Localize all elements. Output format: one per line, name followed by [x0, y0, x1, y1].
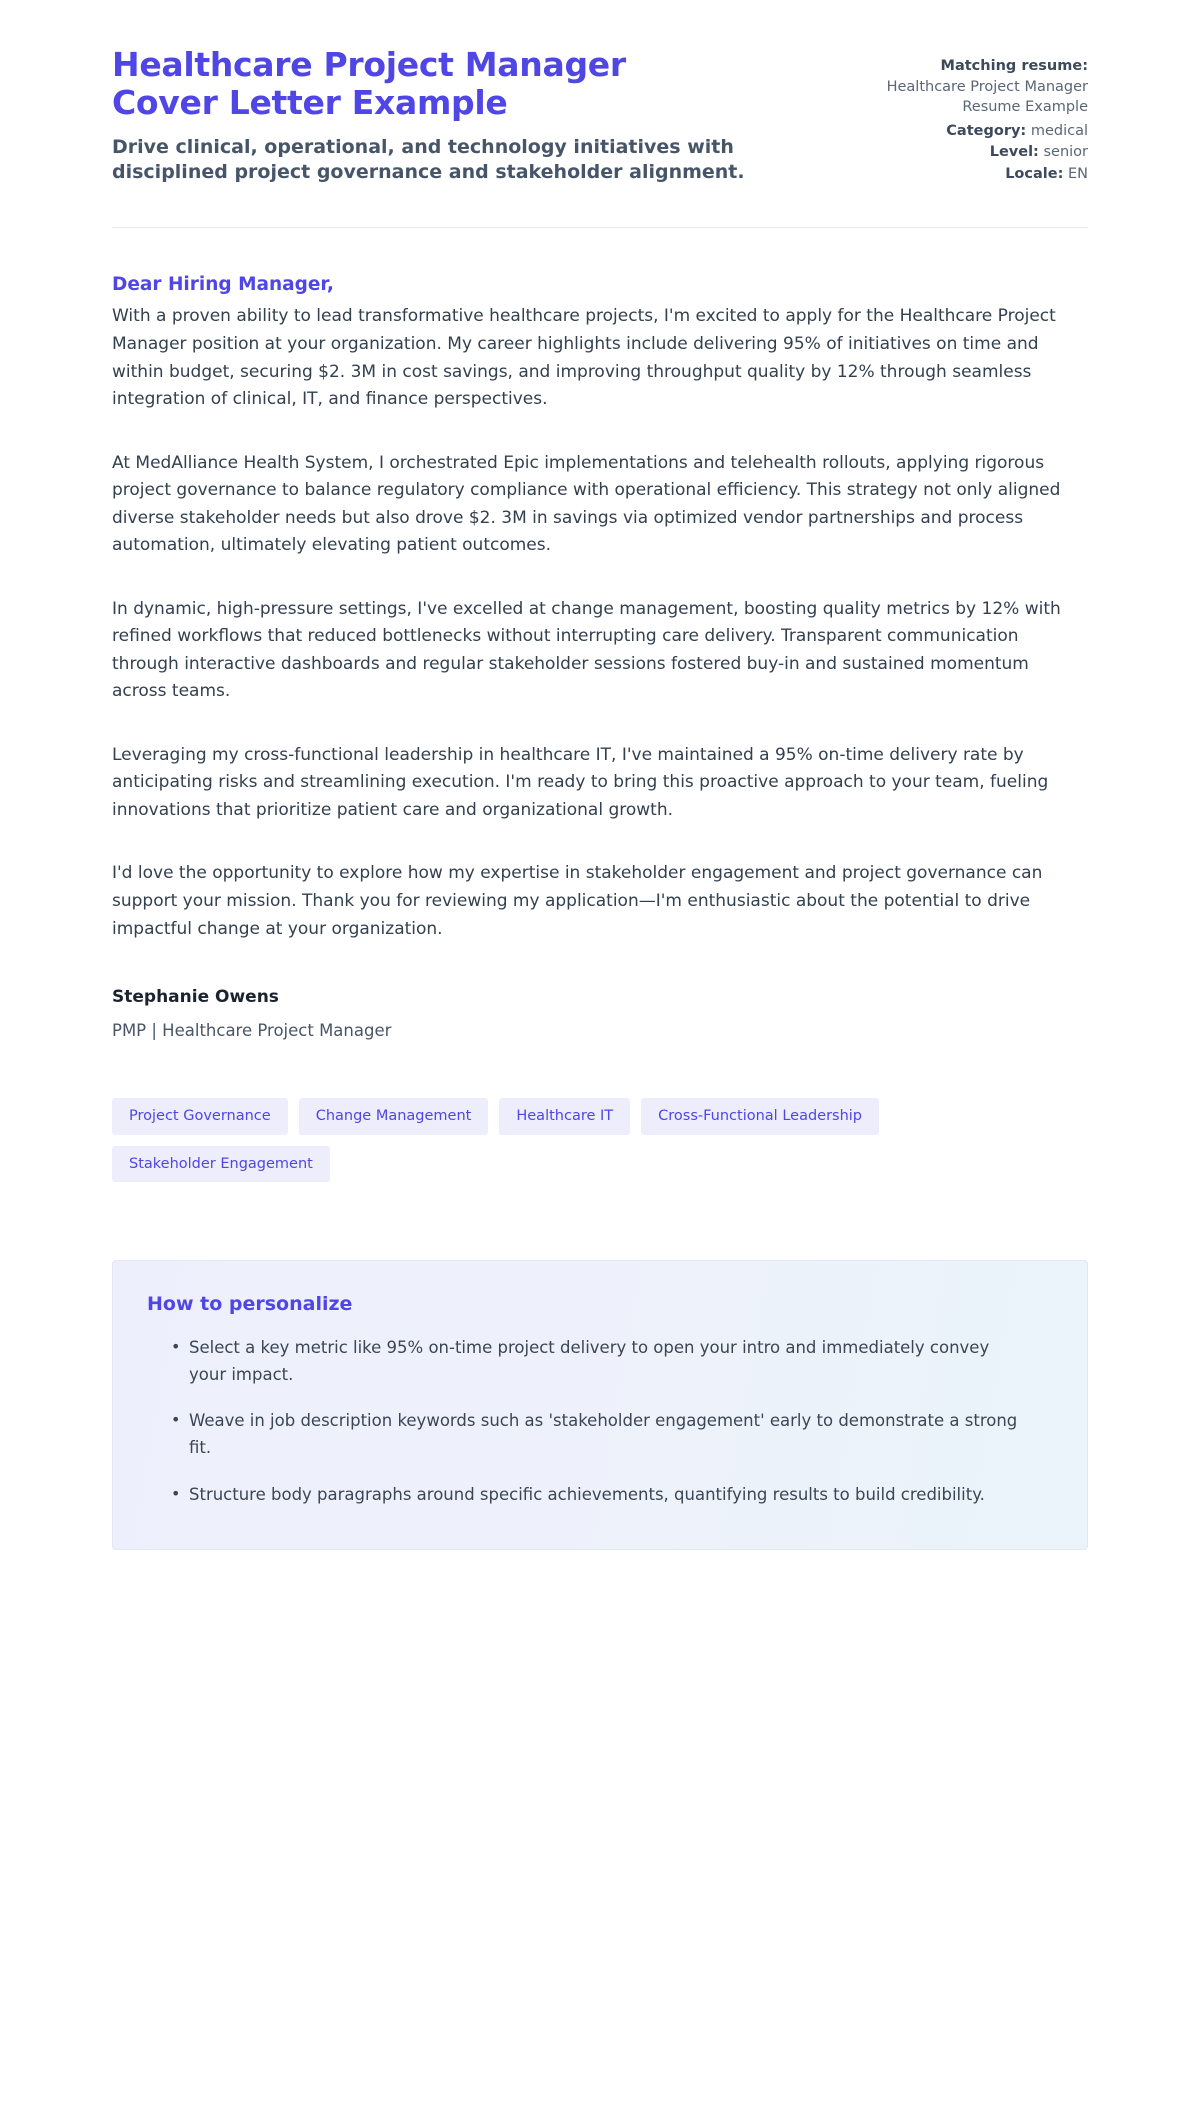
meta-matching-resume-value: Healthcare Project Manager Resume Example [886, 78, 1088, 116]
signature-role: PMP | Healthcare Project Manager [112, 1021, 392, 1041]
meta-category-value: medical [1030, 122, 1088, 139]
meta-matching-resume [838, 56, 1088, 118]
meta-level [838, 142, 1088, 163]
header-title-block [112, 46, 752, 185]
meta-category [838, 121, 1088, 142]
skill-tag[interactable]: Healthcare IT [499, 1098, 630, 1135]
document-meta-panel [838, 46, 1088, 185]
meta-category-label: Category: [946, 122, 1027, 139]
letter-body [112, 295, 1088, 943]
list-item: • Select a key metric like 95% on-time project delivery to open your intro and immediately convey your impact. [171, 1335, 1019, 1388]
meta-locale-label: Locale: [1005, 165, 1064, 182]
skill-tag-list [112, 1040, 1012, 1182]
skill-tag[interactable]: Project Governance [112, 1098, 288, 1135]
skill-tag[interactable]: Cross-Functional Leadership [641, 1098, 879, 1135]
letter-paragraph: Leveraging my cross-functional leadership in healthcare IT, I've maintained a 95% on-time delivery rate by anticipating risks and streamlining execution. I'm ready to bring this proactive approach to your team, fueling innovations that prioritize patient care and organizational growth. [112, 744, 1049, 820]
meta-locale [838, 164, 1088, 185]
meta-matching-resume-label: Matching resume: [940, 58, 1088, 74]
meta-level-value: senior [1043, 144, 1088, 161]
letter-paragraph: In dynamic, high-pressure settings, I've excelled at change management, boosting quality metrics by 12% with refined workflows that reduced bottlenecks without interrupting care delivery. Transparent communication through interactive dashboards and regular stakeholder sessions fostered buy-in and sustained momentum across teams. [112, 598, 1061, 702]
page-header [112, 46, 1088, 185]
meta-locale-value: EN [1067, 165, 1088, 182]
page-subtitle: Drive clinical, operational, and technology initiatives with disciplined project governance and stakeholder alignment. [112, 135, 745, 183]
letter-paragraph: I'd love the opportunity to explore how my expertise in stakeholder engagement and project governance can support your mission. Thank you for reviewing my application—I'm enthusiastic about the potential to drive impactful change at your organization. [112, 863, 1043, 939]
skill-tag[interactable]: Change Management [299, 1098, 489, 1135]
page-title: Healthcare Project Manager Cover Letter Example [112, 45, 626, 123]
list-item: • Weave in job description keywords such as 'stakeholder engagement' early to demonstrate a strong fit. [171, 1408, 1019, 1461]
skill-tag[interactable]: Stakeholder Engagement [112, 1146, 330, 1183]
letter-signature [112, 943, 1088, 1040]
letter-paragraph: With a proven ability to lead transformative healthcare projects, I'm excited to apply for the Healthcare Project Manager position at your organization. My career highlights include delivering 95% of initiatives on time and within budget, securing $2. 3M in cost savings, and improving throughput quality by 12% through seamless integration of clinical, IT, and finance perspectives. [112, 306, 1056, 410]
list-item: • Structure body paragraphs around specific achievements, quantifying results to build credibility. [171, 1482, 1019, 1509]
cover-letter-content [112, 228, 1088, 1040]
letter-paragraph: At MedAlliance Health System, I orchestrated Epic implementations and telehealth rollouts, applying rigorous project governance to balance regulatory compliance with operational efficiency. This strategy not only aligned diverse stakeholder needs but also drove $2. 3M in savings via optimized vendor partnerships and process automation, ultimately elevating patient outcomes. [112, 452, 1061, 556]
signature-name: Stephanie Owens [112, 987, 279, 1008]
how-to-personalize-list [147, 1335, 1053, 1509]
how-to-personalize-panel [112, 1260, 1088, 1550]
letter-salutation: Dear Hiring Manager, [112, 274, 334, 296]
how-to-personalize-title: How to personalize [147, 1293, 353, 1316]
meta-level-label: Level: [989, 144, 1039, 161]
